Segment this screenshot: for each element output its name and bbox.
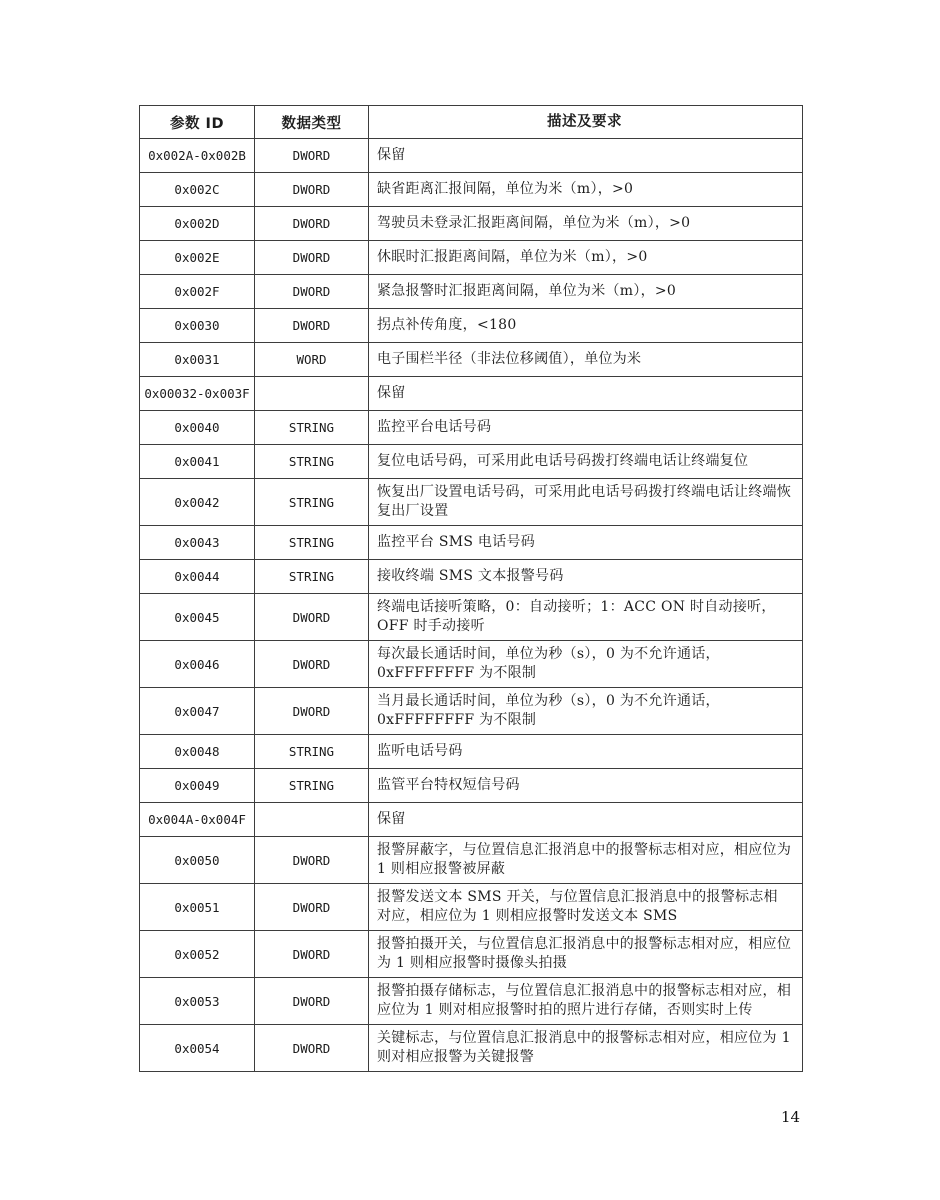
table-row xyxy=(140,342,802,376)
table-row xyxy=(140,734,802,768)
param-id-cell: 0x0042 xyxy=(174,494,220,510)
param-id-cell: 0x0050 xyxy=(174,852,220,868)
table-row xyxy=(140,687,802,734)
description-cell: 监管平台特权短信号码 xyxy=(368,769,802,802)
param-id-cell: 0x0047 xyxy=(174,703,220,719)
param-id-cell: 0x0051 xyxy=(174,899,220,915)
param-id-cell: 0x0046 xyxy=(174,656,220,672)
description-cell: 报警发送文本 SMS 开关，与位置信息汇报消息中的报警标志相对应，相应位为 1 则相应报警时发送文本 SMS xyxy=(368,884,802,930)
data-type-cell: DWORD xyxy=(254,173,368,206)
description-cell: 终端电话接听策略，0：自动接听；1：ACC ON 时自动接听，OFF 时手动接听 xyxy=(368,594,802,640)
param-id-cell: 0x0043 xyxy=(174,535,220,550)
description-cell: 监控平台电话号码 xyxy=(368,411,802,444)
description-cell: 复位电话号码，可采用此电话号码拨打终端电话让终端复位 xyxy=(368,445,802,478)
description-cell: 休眠时汇报距离间隔，单位为米（m），>0 xyxy=(368,241,802,274)
param-id-cell: 0x0030 xyxy=(174,318,220,333)
table-row xyxy=(140,274,802,308)
table-row xyxy=(140,977,802,1024)
table-row xyxy=(140,836,802,883)
description-cell: 紧急报警时汇报距离间隔，单位为米（m），>0 xyxy=(368,275,802,308)
table-row xyxy=(140,376,802,410)
table-row xyxy=(140,206,802,240)
table-row xyxy=(140,1024,802,1071)
param-id-cell: 0x0031 xyxy=(174,352,220,367)
param-id-cell: 0x0048 xyxy=(174,744,220,759)
description-cell: 关键标志，与位置信息汇报消息中的报警标志相对应，相应位为 1 则对相应报警为关键报警 xyxy=(368,1025,802,1071)
data-type-cell: DWORD xyxy=(254,641,368,687)
header-description: 描述及要求 xyxy=(368,106,802,138)
param-id-cell: 0x0041 xyxy=(174,454,220,469)
param-id-cell: 0x002E xyxy=(174,250,220,265)
param-id-cell: 0x0053 xyxy=(174,993,220,1009)
data-type-cell: STRING xyxy=(254,445,368,478)
data-type-cell: WORD xyxy=(254,343,368,376)
description-cell: 接收终端 SMS 文本报警号码 xyxy=(368,560,802,593)
table-row xyxy=(140,308,802,342)
table-row xyxy=(140,240,802,274)
param-id-cell: 0x0049 xyxy=(174,778,220,793)
description-cell: 保留 xyxy=(368,377,802,410)
table-row xyxy=(140,410,802,444)
data-type-cell: DWORD xyxy=(254,275,368,308)
description-cell: 当月最长通话时间，单位为秒（s），0 为不允许通话，0xFFFFFFFF 为不限制 xyxy=(368,688,802,734)
param-id-cell: 0x002D xyxy=(174,216,220,231)
param-id-cell: 0x0040 xyxy=(174,420,220,435)
data-type-cell: DWORD xyxy=(254,241,368,274)
description-cell: 监听电话号码 xyxy=(368,735,802,768)
data-type-cell: STRING xyxy=(254,735,368,768)
data-type-cell: DWORD xyxy=(254,837,368,883)
data-type-cell: DWORD xyxy=(254,207,368,240)
param-id-cell: 0x00032-0x003F xyxy=(144,386,250,401)
table-row xyxy=(140,559,802,593)
data-type-cell xyxy=(254,803,368,836)
table-row xyxy=(140,802,802,836)
table-row xyxy=(140,138,802,172)
description-cell: 驾驶员未登录汇报距离间隔，单位为米（m），>0 xyxy=(368,207,802,240)
table-row xyxy=(140,525,802,559)
description-cell: 缺省距离汇报间隔，单位为米（m），>0 xyxy=(368,173,802,206)
param-id-cell: 0x0045 xyxy=(174,609,220,625)
table-row xyxy=(140,478,802,525)
data-type-cell: DWORD xyxy=(254,884,368,930)
data-type-cell: DWORD xyxy=(254,309,368,342)
description-cell: 拐点补传角度，<180 xyxy=(368,309,802,342)
description-cell: 监控平台 SMS 电话号码 xyxy=(368,526,802,559)
description-cell: 恢复出厂设置电话号码，可采用此电话号码拨打终端电话让终端恢复出厂设置 xyxy=(368,479,802,525)
description-cell: 电子围栏半径（非法位移阈值），单位为米 xyxy=(368,343,802,376)
param-id-cell: 0x002C xyxy=(174,182,220,197)
data-type-cell: STRING xyxy=(254,560,368,593)
description-cell: 报警屏蔽字，与位置信息汇报消息中的报警标志相对应，相应位为 1 则相应报警被屏蔽 xyxy=(368,837,802,883)
description-cell: 报警拍摄存储标志，与位置信息汇报消息中的报警标志相对应，相应位为 1 则对相应报警时拍的照片进行存储，否则实时上传 xyxy=(368,978,802,1024)
data-type-cell: DWORD xyxy=(254,931,368,977)
table-row xyxy=(140,640,802,687)
table-row xyxy=(140,172,802,206)
param-id-cell: 0x0052 xyxy=(174,946,220,962)
description-cell: 保留 xyxy=(368,803,802,836)
table-row xyxy=(140,444,802,478)
param-id-cell: 0x002F xyxy=(174,284,220,299)
param-id-cell: 0x002A-0x002B xyxy=(148,148,246,163)
header-data-type: 数据类型 xyxy=(254,106,368,138)
table-header-row xyxy=(140,106,802,138)
data-type-cell: DWORD xyxy=(254,594,368,640)
table-row xyxy=(140,593,802,640)
data-type-cell: DWORD xyxy=(254,139,368,172)
description-cell: 每次最长通话时间，单位为秒（s），0 为不允许通话，0xFFFFFFFF 为不限制 xyxy=(368,641,802,687)
parameter-table xyxy=(139,105,803,1072)
data-type-cell: DWORD xyxy=(254,978,368,1024)
data-type-cell: STRING xyxy=(254,769,368,802)
description-cell: 报警拍摄开关，与位置信息汇报消息中的报警标志相对应，相应位为 1 则相应报警时摄像头拍摄 xyxy=(368,931,802,977)
data-type-cell: STRING xyxy=(254,411,368,444)
page-number: 14 xyxy=(781,1108,801,1126)
data-type-cell: STRING xyxy=(254,479,368,525)
param-id-cell: 0x004A-0x004F xyxy=(148,812,246,827)
table-row xyxy=(140,768,802,802)
description-cell: 保留 xyxy=(368,139,802,172)
header-param-id: 参数 ID xyxy=(170,115,224,132)
data-type-cell: STRING xyxy=(254,526,368,559)
data-type-cell xyxy=(254,377,368,410)
table-row xyxy=(140,883,802,930)
data-type-cell: DWORD xyxy=(254,1025,368,1071)
table-row xyxy=(140,930,802,977)
param-id-cell: 0x0054 xyxy=(174,1040,220,1056)
param-id-cell: 0x0044 xyxy=(174,569,220,584)
data-type-cell: DWORD xyxy=(254,688,368,734)
